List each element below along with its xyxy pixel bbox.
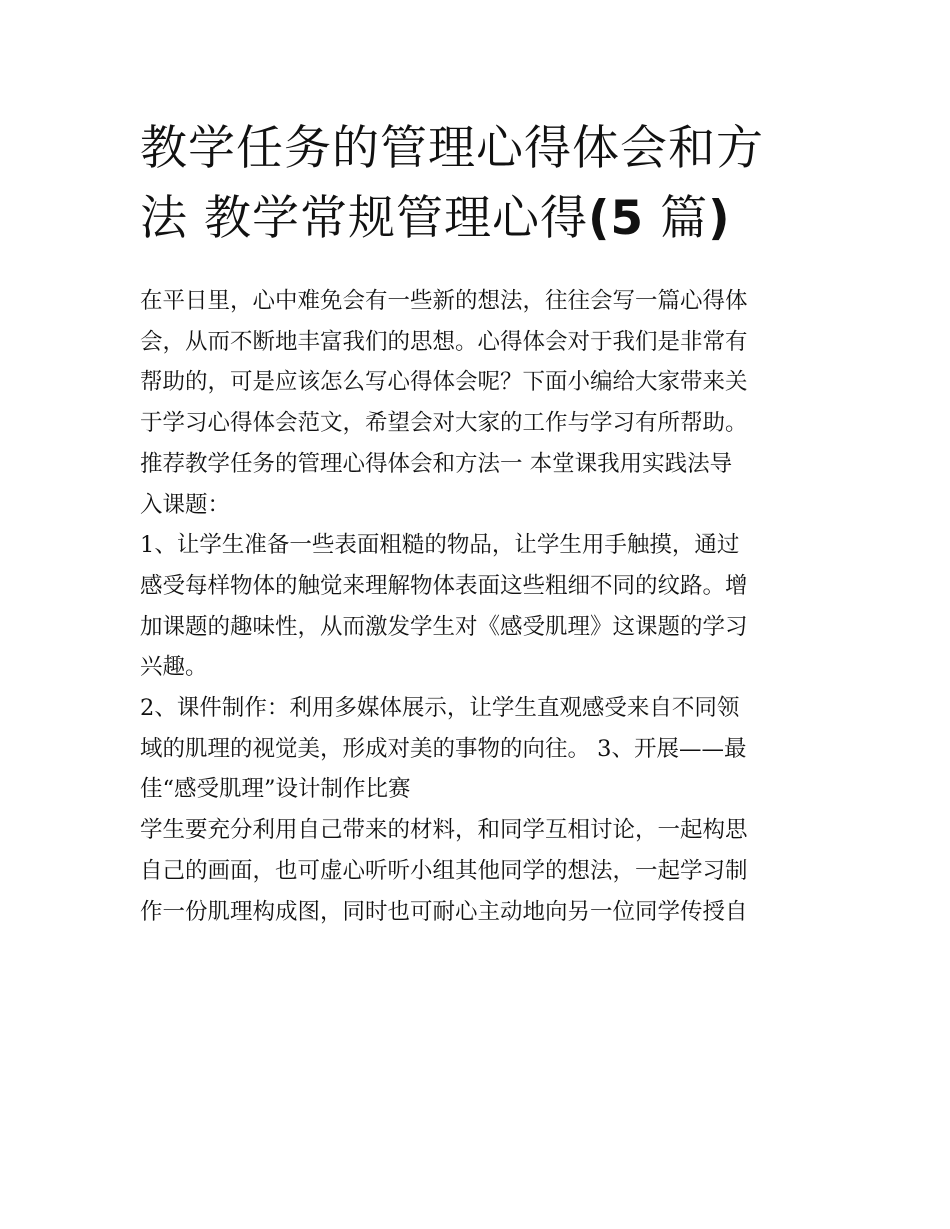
body-line: 推荐教学任务的管理心得体会和方法一 本堂课我用实践法导 [140, 450, 733, 477]
body-line: 佳“感受肌理”设计制作比赛 [140, 776, 411, 803]
title-count-unit: 篇 [644, 191, 709, 246]
title-line-2-prefix: 法 教学常规管理心得 [140, 191, 588, 246]
body-line: 域的肌理的视觉美，形成对美的事物的向往。 3、开展——最 [140, 735, 747, 762]
title-count-close: ) [708, 191, 731, 246]
title-line-2 [140, 184, 830, 254]
body-line: 帮助的，可是应该怎么写心得体会呢？下面小编给大家带来关 [140, 369, 748, 396]
title-count-open: (5 [587, 191, 645, 246]
title-line-1: 教学任务的管理心得体会和方 [140, 121, 764, 176]
body-line: 于学习心得体会范文，希望会对大家的工作与学习有所帮助。 [140, 410, 748, 437]
body-line: 入课题： [140, 491, 231, 518]
body-line: 兴趣。 [140, 654, 208, 681]
body-line: 加课题的趣味性，从而激发学生对《感受肌理》这课题的学习 [140, 613, 748, 640]
body-line: 感受每样物体的触觉来理解物体表面这些粗细不同的纹路。增 [140, 572, 748, 599]
body-line: 会，从而不断地丰富我们的思想。心得体会对于我们是非常有 [140, 328, 748, 355]
body-line: 2、课件制作：利用多媒体展示，让学生直观感受来自不同领 [140, 695, 740, 722]
document-body [140, 281, 820, 932]
body-line: 在平日里，心中难免会有一些新的想法，往往会写一篇心得体 [140, 288, 748, 314]
document-title [140, 114, 830, 254]
body-line: 作一份肌理构成图，同时也可耐心主动地向另一位同学传授自 [140, 898, 748, 925]
body-line: 1、让学生准备一些表面粗糙的物品，让学生用手触摸，通过 [140, 532, 740, 559]
body-line: 学生要充分利用自己带来的材料，和同学互相讨论，一起构思 [140, 817, 748, 844]
body-line: 自己的画面，也可虚心听听小组其他同学的想法，一起学习制 [140, 857, 748, 884]
